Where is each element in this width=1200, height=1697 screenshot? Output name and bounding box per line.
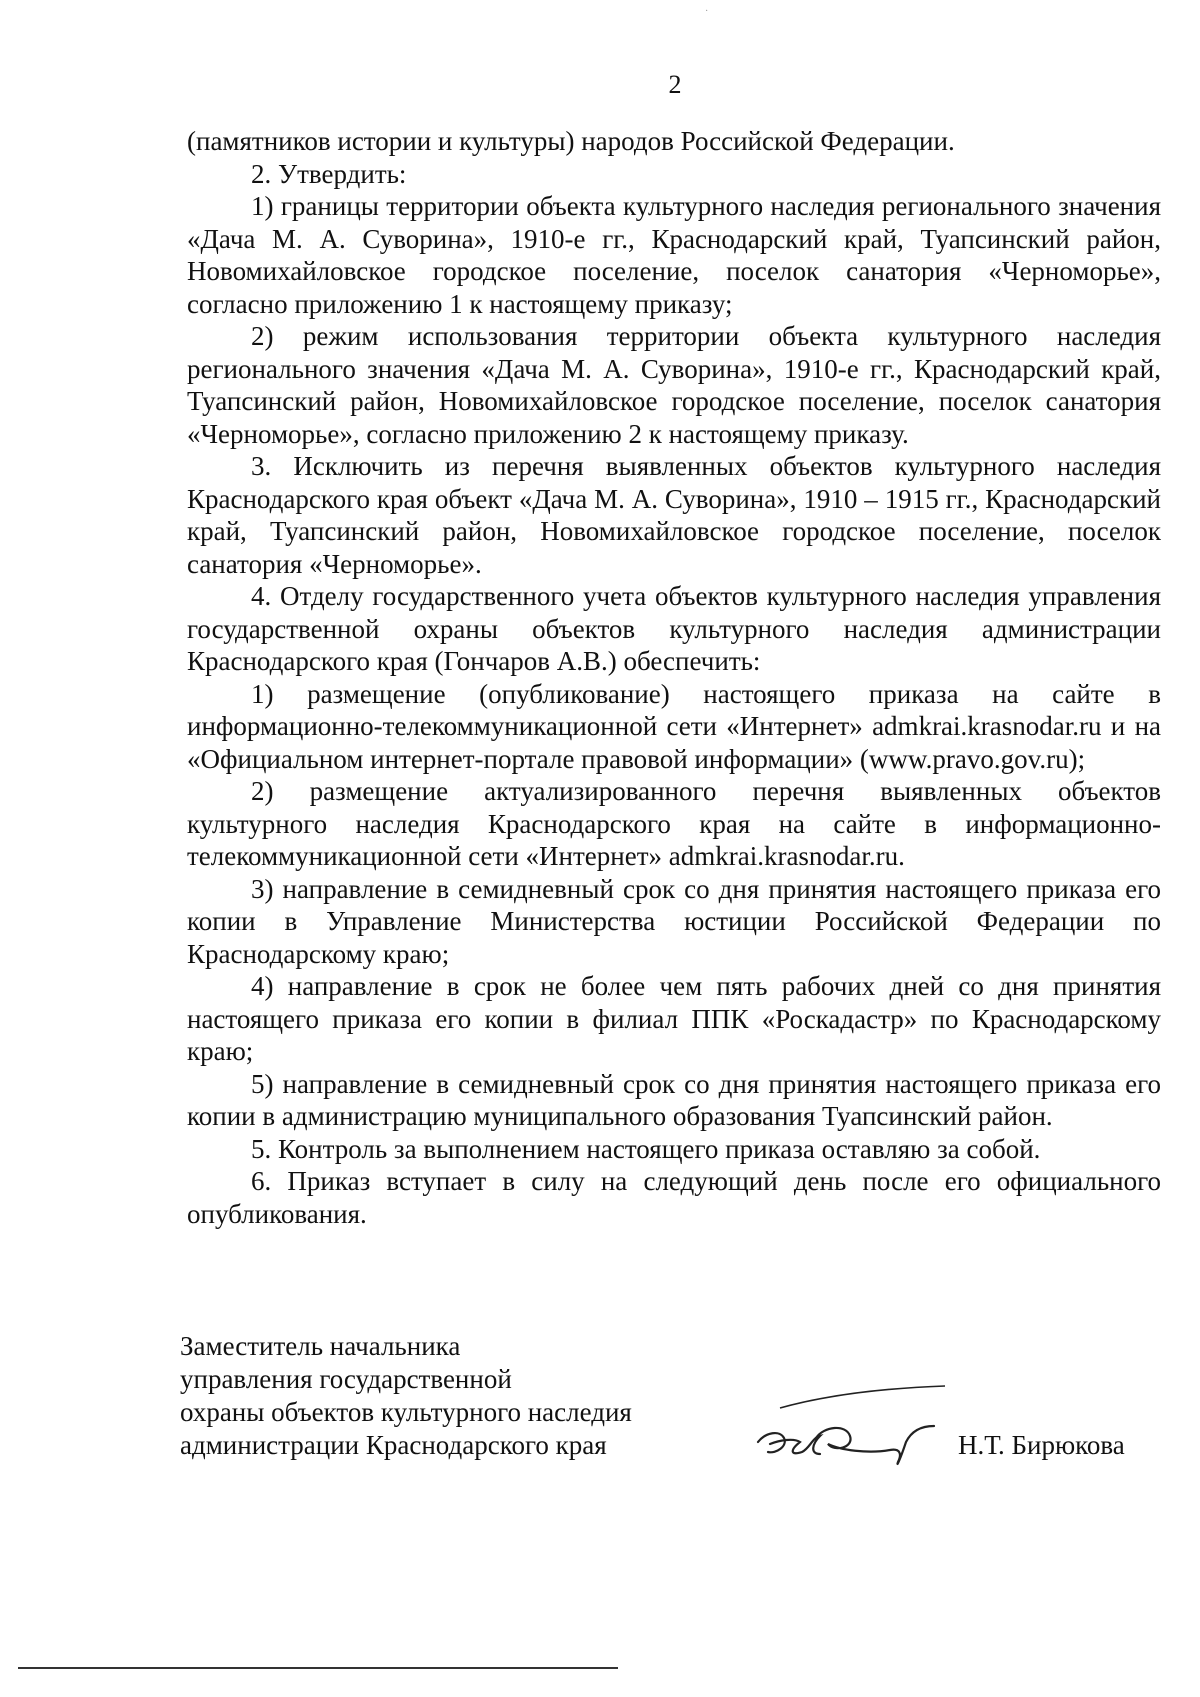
signature-block: [180, 1330, 1170, 1470]
paragraph-item-6: 6. Приказ вступает в силу на следующий день после его официального опубликования.: [187, 1166, 1161, 1229]
paragraph-subitem-4-2: 2) размещение актуализированного перечня выявленных объектов культурного наследия Краснодарского края на сайте в информационно-телекоммуникационной сети «Интернет» admkrai.krasnodar.ru.: [187, 776, 1161, 871]
page-number: 2: [668, 70, 682, 99]
paragraph-item-3: 3. Исключить из перечня выявленных объектов культурного наследия Краснодарского края объект «Дача М. А. Суворина», 1910 – 1915 гг., Краснодарский край, Туапсинский район, Новомихайловское городское поселение, поселок санатория «Черноморье».: [187, 451, 1161, 579]
document-body: [187, 125, 1161, 1230]
paragraph-subitem-4-3: 3) направление в семидневный срок со дня принятия настоящего приказа его копии в Управление Министерства юстиции Российской Федерации по Краснодарскому краю;: [187, 873, 1161, 969]
paragraph-item-5: 5. Контроль за выполнением настоящего приказа оставляю за собой.: [251, 1133, 1041, 1164]
paragraph-subitem-4-1: 1) размещение (опубликование) настоящего приказа на сайте в информационно-телекоммуникационной сети «Интернет» admkrai.krasnodar.ru и на «Официальном интернет-портале правовой информации» (www.pravo.gov.ru);: [187, 678, 1161, 774]
paragraph-item-4: 4. Отделу государственного учета объектов культурного наследия управления государственной охраны объектов культурного наследия администрации Краснодарского края (Гончаров А.В.) обеспечить:: [187, 581, 1161, 676]
paragraph-subitem-4-4: 4) направление в срок не более чем пять рабочих дней со дня принятия настоящего приказа его копии в филиал ППК «Роскадастр» по Краснодарскому краю;: [187, 971, 1161, 1066]
signatory-title-line: администрации Краснодарского края: [180, 1430, 607, 1460]
signatory-name: Н.Т. Бирюкова: [958, 1430, 1125, 1460]
handwritten-signature: [750, 1380, 950, 1470]
paragraph-continuation: (памятников истории и культуры) народов Российской Федерации.: [187, 126, 955, 156]
signatory-title-line: Заместитель начальника: [180, 1331, 461, 1361]
signatory-title-line: охраны объектов культурного наследия: [180, 1397, 632, 1427]
paragraph-subitem-2-2: 2) режим использования территории объекта культурного наследия регионального значения «Дача М. А. Суворина», 1910-е гг., Краснодарский край, Туапсинский район, Новомихайловское городское поселение, поселок санатория «Черноморье», согласно приложению 2 к настоящему приказу.: [187, 321, 1161, 449]
scan-artifact: ·: [705, 6, 709, 17]
paragraph-subitem-4-5: 5) направление в семидневный срок со дня принятия настоящего приказа его копии в администрацию муниципального образования Туапсинский район.: [187, 1068, 1161, 1131]
bottom-rule: [18, 1667, 618, 1669]
paragraph-subitem-2-1: 1) границы территории объекта культурного наследия регионального значения «Дача М. А. Суворина», 1910-е гг., Краснодарский край, Туапсинский район, Новомихайловское городское поселение, поселок санатория «Черноморье», согласно приложению 1 к настоящему приказу;: [187, 191, 1161, 319]
paragraph-item-2: 2. Утвердить:: [251, 158, 407, 189]
signatory-title-line: управления государственной: [180, 1364, 512, 1394]
